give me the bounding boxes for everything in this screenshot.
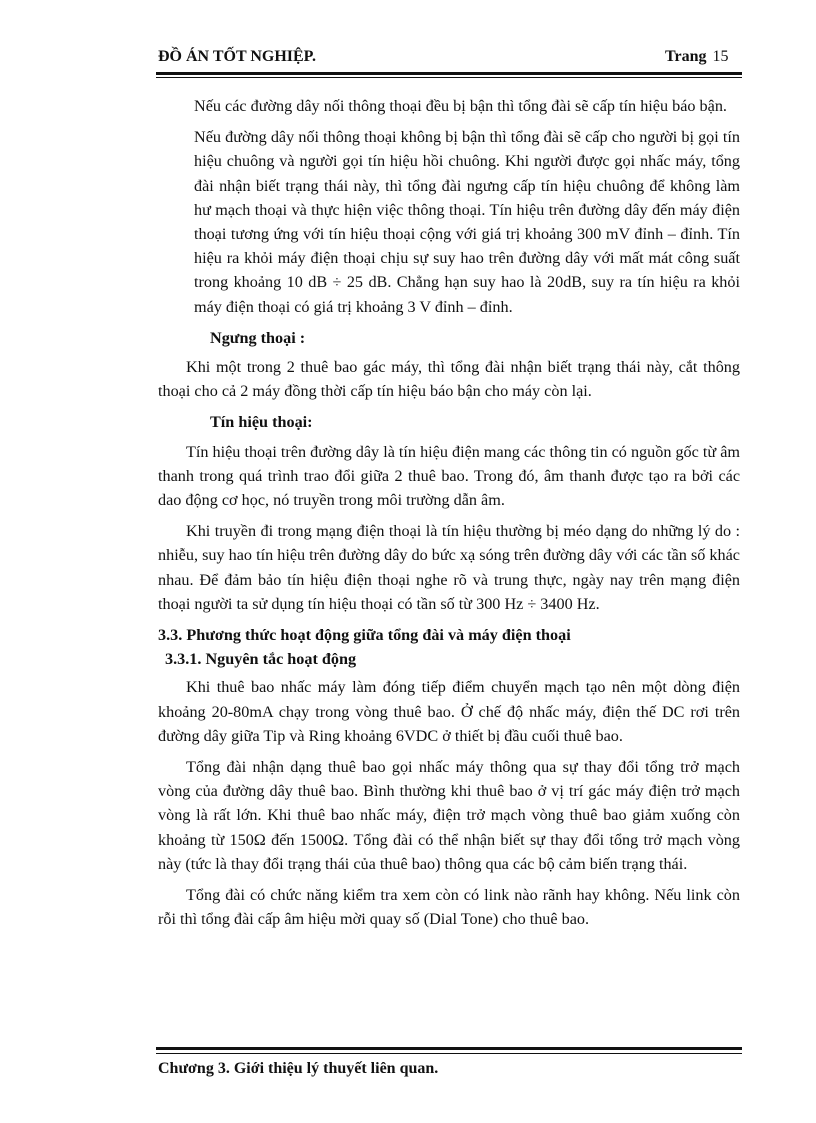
paragraph-distortion: Khi truyền đi trong mạng điện thoại là tín hiệu thường bị méo dạng do những lý do : nhiễu, suy hao tín hiệu trên đường dây do bức xạ sóng trên đường dây với các tần số khác nhau. Để đảm bảo tín hiệu điện thoại nghe rõ và trung thực, ngày nay trên mạng điện thoại người ta sử dụng tín hiệu thoại có tần số từ 300 Hz ÷ 3400 Hz. (158, 522, 740, 613)
page-label: Trang (665, 48, 707, 65)
heading-tin-hieu-thoai: Tín hiệu thoại: (210, 413, 313, 432)
heading-ngung-thoai: Ngưng thoại : (210, 328, 306, 347)
footer-rule-thin (156, 1053, 742, 1054)
paragraph-hang-up: Khi một trong 2 thuê bao gác máy, thì tổng đài nhận biết trạng thái này, cắt thông thoại cho cả 2 máy đồng thời cấp tín hiệu báo bận cho máy còn lại. (158, 358, 740, 401)
section-heading-3-3-1: 3.3.1. Nguyên tắc hoạt động (165, 650, 357, 669)
paragraph-busy-lines: Nếu các đường dây nối thông thoại đều bị bận thì tổng đài sẽ cấp tín hiệu báo bận. (194, 97, 727, 115)
document-header-title: ĐỒ ÁN TỐT NGHIỆP. (158, 48, 316, 65)
footer-chapter-title: Chương 3. Giới thiệu lý thuyết liên quan. (158, 1060, 439, 1077)
section-heading-3-3: 3.3. Phương thức hoạt động giữa tổng đài và máy điện thoại (158, 626, 571, 645)
footer-rule-thick (156, 1047, 742, 1050)
paragraph-ringing: Nếu đường dây nối thông thoại không bị bận thì tổng đài sẽ cấp cho người bị gọi tín hiệu chuông và người gọi tín hiệu hồi chuông. Khi người được gọi nhấc máy, tổng đài nhận biết trạng thái này, thì tổng đài ngưng cấp tín hiệu chuông để không làm hư mạch thoại và thực hiện việc thông thoại. Tín hiệu trên đường dây đến máy điện thoại tương ứng với tín hiệu thoại cộng với giá trị khoảng 300 mV đỉnh – đỉnh. Tín hiệu ra khỏi máy điện thoại chịu sự suy hao trên đường dây với mất mát công suất trong khoảng 10 dB ÷ 25 dB. Chẳng hạn suy hao là 20dB, suy ra tín hiệu ra khỏi máy điện thoại có giá trị khoảng 3 V đỉnh – đỉnh. (194, 128, 740, 316)
header-rule-thin (156, 77, 742, 78)
paragraph-loop-impedance: Tổng đài nhận dạng thuê bao gọi nhấc máy thông qua sự thay đổi tổng trở mạch vòng của đường dây thuê bao. Bình thường khi thuê bao ở vị trí gác máy điện trở mạch vòng là rất lớn. Khi thuê bao nhấc máy, điện trở mạch vòng thuê bao giảm xuống còn khoảng từ 150Ω đến 1500Ω. Tổng đài có thể nhận biết sự thay đổi tổng trở mạch vòng này (tức là thay đổi trạng thái của thuê bao) thông qua các bộ cảm biến trạng thái. (158, 758, 740, 873)
page-number-label (665, 48, 728, 66)
header-rule-thick (156, 72, 742, 75)
paragraph-voice-signal: Tín hiệu thoại trên đường dây là tín hiệu điện mang các thông tin có nguồn gốc từ âm thanh trong quá trình trao đổi giữa 2 thuê bao. Trong đó, âm thanh được tạo ra bởi các dao động cơ học, nó truyền trong môi trường dẫn âm. (158, 442, 740, 510)
paragraph-off-hook: Khi thuê bao nhấc máy làm đóng tiếp điểm chuyển mạch tạo nên một dòng điện khoảng 20-80mA chạy trong vòng thuê bao. Ở chế độ nhấc máy, điện thế DC rơi trên đường dây giữa Tip và Ring khoảng 6VDC ở thiết bị đầu cuối thuê bao. (158, 678, 740, 745)
paragraph-dial-tone: Tổng đài có chức năng kiểm tra xem còn có link nào rãnh hay không. Nếu link còn rỗi thì tổng đài cấp âm hiệu mời quay số (Dial Tone) cho thuê bao. (158, 886, 740, 929)
page-body (158, 94, 740, 939)
page-number: 15 (712, 48, 729, 65)
